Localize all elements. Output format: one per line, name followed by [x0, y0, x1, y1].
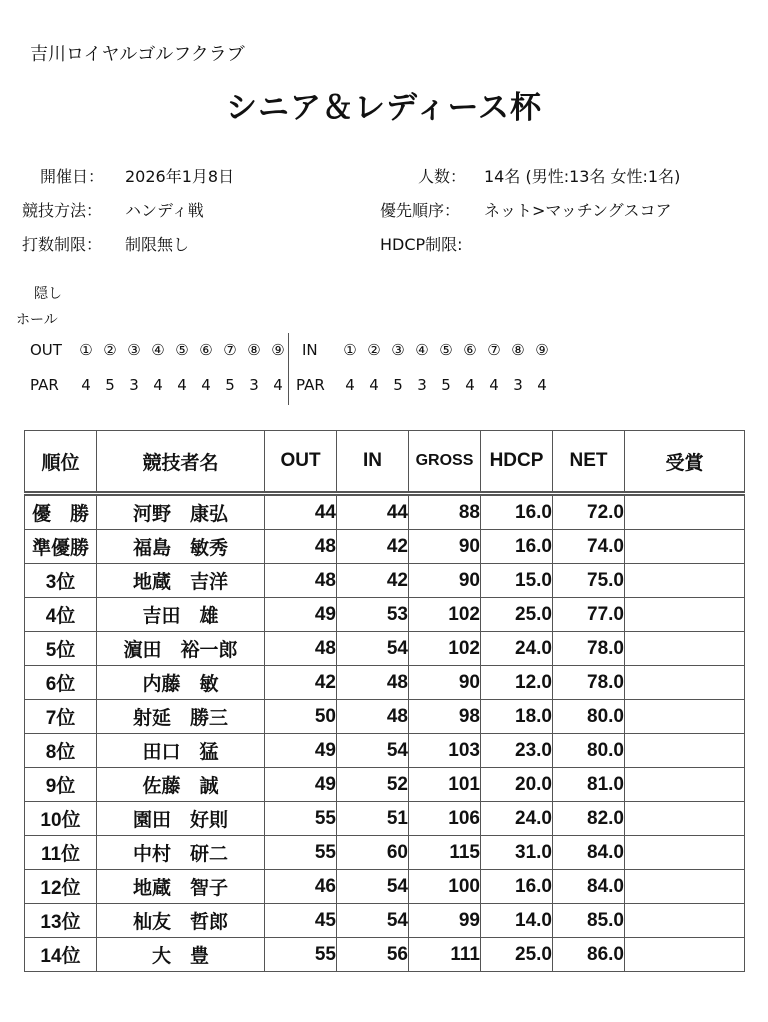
table-row	[25, 768, 745, 802]
hdcp-cell: 24.0	[481, 802, 553, 836]
rank-cell: 4位	[25, 598, 97, 632]
results-table	[24, 430, 745, 972]
out-par-4: 4	[153, 376, 163, 394]
out-score-cell: 55	[265, 836, 337, 870]
in-hole-4: ④	[415, 341, 429, 359]
table-row	[25, 870, 745, 904]
hdcp-cell: 23.0	[481, 734, 553, 768]
in-par-8: 3	[513, 376, 523, 394]
priority-value: ネット>マッチングスコア	[484, 201, 672, 220]
in-par-5: 5	[441, 376, 451, 394]
out-par-8: 3	[249, 376, 259, 394]
in-holes-row	[302, 341, 554, 359]
out-par-label: PAR	[30, 376, 59, 394]
player-name-cell: 地蔵 智子	[97, 870, 265, 904]
hidden-hole-label-2: ホール	[16, 312, 58, 328]
count-label: 人数：	[418, 167, 467, 186]
in-score-cell: 56	[337, 938, 409, 972]
out-hole-1: ①	[79, 341, 93, 359]
in-par-3: 5	[393, 376, 403, 394]
player-name-cell: 福島 敏秀	[97, 530, 265, 564]
out-par-5: 4	[177, 376, 187, 394]
award-cell	[625, 666, 745, 700]
out-hole-2: ②	[103, 341, 117, 359]
header-gross: GROSS	[409, 431, 481, 494]
hdcp-cell: 14.0	[481, 904, 553, 938]
hdcp-cell: 25.0	[481, 938, 553, 972]
in-hole-5: ⑤	[439, 341, 453, 359]
net-score-cell: 85.0	[553, 904, 625, 938]
rank-cell: 3位	[25, 564, 97, 598]
in-score-cell: 51	[337, 802, 409, 836]
gross-score-cell: 103	[409, 734, 481, 768]
in-score-cell: 52	[337, 768, 409, 802]
net-score-cell: 82.0	[553, 802, 625, 836]
net-score-cell: 86.0	[553, 938, 625, 972]
gross-score-cell: 102	[409, 598, 481, 632]
out-par-3: 3	[129, 376, 139, 394]
hdcp-cell: 16.0	[481, 530, 553, 564]
hdcp-cell: 18.0	[481, 700, 553, 734]
player-name-cell: 地蔵 吉洋	[97, 564, 265, 598]
out-hole-6: ⑥	[199, 341, 213, 359]
out-score-cell: 42	[265, 666, 337, 700]
gross-score-cell: 90	[409, 530, 481, 564]
in-score-cell: 42	[337, 530, 409, 564]
in-score-cell: 48	[337, 700, 409, 734]
stroke-limit-label: 打数制限：	[22, 235, 103, 254]
award-cell	[625, 904, 745, 938]
stroke-limit-value: 制限無し	[125, 235, 190, 254]
count-value: 14名 (男性:13名 女性:1名)	[484, 167, 681, 186]
player-name-cell: 佐藤 誠	[97, 768, 265, 802]
results-body	[25, 494, 745, 972]
player-name-cell: 河野 康弘	[97, 494, 265, 530]
out-score-cell: 46	[265, 870, 337, 904]
out-par-2: 5	[105, 376, 115, 394]
award-cell	[625, 494, 745, 530]
in-score-cell: 48	[337, 666, 409, 700]
rank-cell: 9位	[25, 768, 97, 802]
out-score-cell: 45	[265, 904, 337, 938]
net-score-cell: 80.0	[553, 700, 625, 734]
hdcp-cell: 24.0	[481, 632, 553, 666]
rank-cell: 5位	[25, 632, 97, 666]
in-hole-2: ②	[367, 341, 381, 359]
hdcp-cell: 15.0	[481, 564, 553, 598]
rank-cell: 7位	[25, 700, 97, 734]
table-row	[25, 734, 745, 768]
table-row	[25, 836, 745, 870]
table-row	[25, 530, 745, 564]
net-score-cell: 78.0	[553, 632, 625, 666]
net-score-cell: 80.0	[553, 734, 625, 768]
hdcp-cell: 16.0	[481, 870, 553, 904]
out-hole-9: ⑨	[271, 341, 285, 359]
player-name-cell: 内藤 敏	[97, 666, 265, 700]
award-cell	[625, 802, 745, 836]
out-score-cell: 49	[265, 598, 337, 632]
rank-cell: 10位	[25, 802, 97, 836]
table-row	[25, 494, 745, 530]
in-hole-7: ⑦	[487, 341, 501, 359]
in-score-cell: 42	[337, 564, 409, 598]
in-score-cell: 53	[337, 598, 409, 632]
gross-score-cell: 111	[409, 938, 481, 972]
hidden-hole-label-1: 隠し	[34, 286, 62, 302]
out-score-cell: 44	[265, 494, 337, 530]
award-cell	[625, 598, 745, 632]
in-hole-1: ①	[343, 341, 357, 359]
out-label: OUT	[30, 341, 62, 359]
in-score-cell: 54	[337, 734, 409, 768]
net-score-cell: 78.0	[553, 666, 625, 700]
net-score-cell: 84.0	[553, 836, 625, 870]
net-score-cell: 81.0	[553, 768, 625, 802]
in-score-cell: 54	[337, 904, 409, 938]
out-holes-row	[30, 341, 290, 359]
table-row	[25, 632, 745, 666]
out-in-divider	[288, 333, 289, 405]
table-row	[25, 564, 745, 598]
player-name-cell: 中村 研二	[97, 836, 265, 870]
rank-cell: 14位	[25, 938, 97, 972]
in-par-1: 4	[345, 376, 355, 394]
net-score-cell: 75.0	[553, 564, 625, 598]
hdcp-cell: 20.0	[481, 768, 553, 802]
rank-cell: 6位	[25, 666, 97, 700]
out-score-cell: 55	[265, 938, 337, 972]
rank-cell: 優 勝	[25, 494, 97, 530]
player-name-cell: 大 豊	[97, 938, 265, 972]
award-cell	[625, 768, 745, 802]
rank-cell: 準優勝	[25, 530, 97, 564]
table-header-row	[25, 431, 745, 494]
header-hdcp: HDCP	[481, 431, 553, 494]
header-name: 競技者名	[97, 431, 265, 494]
out-hole-7: ⑦	[223, 341, 237, 359]
header-award: 受賞	[625, 431, 745, 494]
in-score-cell: 54	[337, 870, 409, 904]
header-in: IN	[337, 431, 409, 494]
in-par-9: 4	[537, 376, 547, 394]
player-name-cell: 杣友 哲郎	[97, 904, 265, 938]
gross-score-cell: 115	[409, 836, 481, 870]
date-label: 開催日：	[40, 167, 105, 186]
net-score-cell: 84.0	[553, 870, 625, 904]
header-rank: 順位	[25, 431, 97, 494]
out-par-7: 5	[225, 376, 235, 394]
gross-score-cell: 101	[409, 768, 481, 802]
award-cell	[625, 530, 745, 564]
player-name-cell: 射延 勝三	[97, 700, 265, 734]
award-cell	[625, 632, 745, 666]
player-name-cell: 田口 猛	[97, 734, 265, 768]
gross-score-cell: 99	[409, 904, 481, 938]
out-score-cell: 48	[265, 530, 337, 564]
table-row	[25, 700, 745, 734]
out-score-cell: 48	[265, 564, 337, 598]
player-name-cell: 園田 好則	[97, 802, 265, 836]
in-par-4: 3	[417, 376, 427, 394]
in-par-2: 4	[369, 376, 379, 394]
gross-score-cell: 98	[409, 700, 481, 734]
date-value: 2026年1月8日	[125, 167, 235, 186]
priority-label: 優先順序：	[380, 201, 461, 220]
out-par-1: 4	[81, 376, 91, 394]
out-score-cell: 50	[265, 700, 337, 734]
net-score-cell: 77.0	[553, 598, 625, 632]
player-name-cell: 濵田 裕一郎	[97, 632, 265, 666]
club-name: 吉川ロイヤルゴルフクラブ	[30, 44, 245, 65]
out-score-cell: 49	[265, 734, 337, 768]
method-value: ハンディ戦	[125, 201, 204, 220]
gross-score-cell: 88	[409, 494, 481, 530]
out-hole-5: ⑤	[175, 341, 189, 359]
gross-score-cell: 106	[409, 802, 481, 836]
out-hole-4: ④	[151, 341, 165, 359]
out-score-cell: 49	[265, 768, 337, 802]
in-par-7: 4	[489, 376, 499, 394]
in-hole-3: ③	[391, 341, 405, 359]
out-score-cell: 55	[265, 802, 337, 836]
in-label: IN	[302, 341, 318, 359]
gross-score-cell: 102	[409, 632, 481, 666]
rank-cell: 12位	[25, 870, 97, 904]
award-cell	[625, 734, 745, 768]
gross-score-cell: 90	[409, 564, 481, 598]
table-row	[25, 598, 745, 632]
table-row	[25, 938, 745, 972]
in-par-row	[296, 376, 554, 394]
in-score-cell: 44	[337, 494, 409, 530]
out-hole-3: ③	[127, 341, 141, 359]
award-cell	[625, 870, 745, 904]
award-cell	[625, 938, 745, 972]
gross-score-cell: 90	[409, 666, 481, 700]
header-net: NET	[553, 431, 625, 494]
gross-score-cell: 100	[409, 870, 481, 904]
out-par-6: 4	[201, 376, 211, 394]
in-hole-8: ⑧	[511, 341, 525, 359]
table-row	[25, 904, 745, 938]
out-score-cell: 48	[265, 632, 337, 666]
in-hole-6: ⑥	[463, 341, 477, 359]
hdcp-cell: 31.0	[481, 836, 553, 870]
award-cell	[625, 700, 745, 734]
in-par-6: 4	[465, 376, 475, 394]
award-cell	[625, 564, 745, 598]
in-score-cell: 54	[337, 632, 409, 666]
header-out: OUT	[265, 431, 337, 494]
award-cell	[625, 836, 745, 870]
out-par-row	[30, 376, 290, 394]
rank-cell: 8位	[25, 734, 97, 768]
rank-cell: 13位	[25, 904, 97, 938]
player-name-cell: 吉田 雄	[97, 598, 265, 632]
table-row	[25, 802, 745, 836]
net-score-cell: 74.0	[553, 530, 625, 564]
method-label: 競技方法：	[22, 201, 103, 220]
in-hole-9: ⑨	[535, 341, 549, 359]
hdcp-cell: 12.0	[481, 666, 553, 700]
page-title: シニア＆レディース杯	[226, 90, 542, 126]
in-score-cell: 60	[337, 836, 409, 870]
in-par-label: PAR	[296, 376, 325, 394]
hdcp-limit-label: HDCP制限:	[380, 235, 463, 254]
out-hole-8: ⑧	[247, 341, 261, 359]
hdcp-cell: 16.0	[481, 494, 553, 530]
net-score-cell: 72.0	[553, 494, 625, 530]
out-par-9: 4	[273, 376, 283, 394]
rank-cell: 11位	[25, 836, 97, 870]
hdcp-cell: 25.0	[481, 598, 553, 632]
table-row	[25, 666, 745, 700]
